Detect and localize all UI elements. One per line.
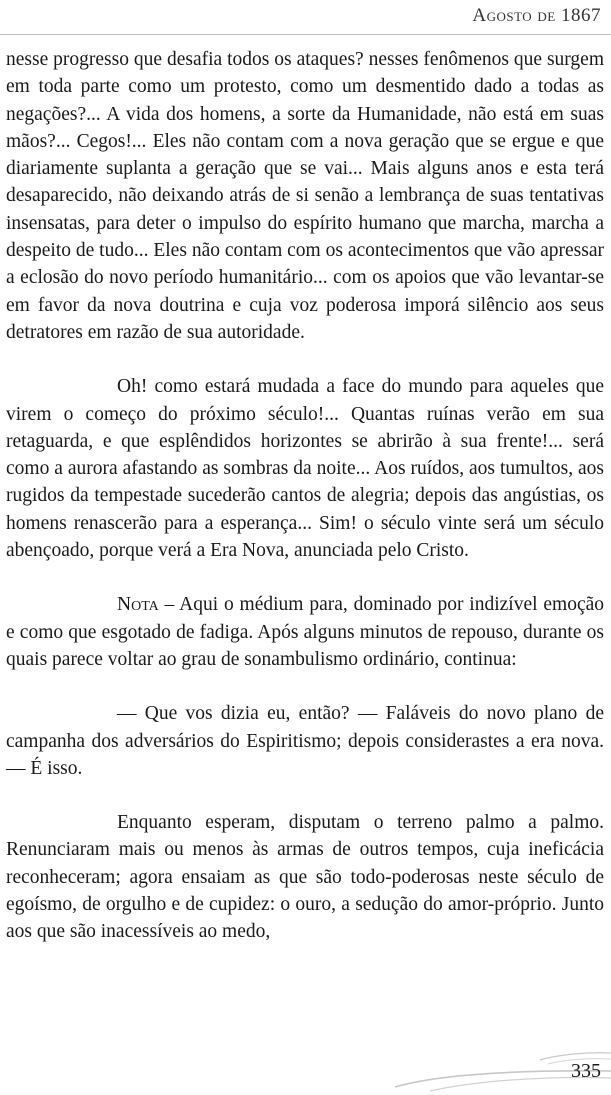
page-footer [0, 1040, 611, 1095]
paragraph-dialogue: — Que vos dizia eu, então? — Faláveis do novo plano de campanha dos adversários do Espiritismo; depois considerastes a era nova. — É isso. [6, 703, 604, 779]
note-label: Nota [117, 594, 159, 616]
running-head: Agosto de 1867 [472, 5, 601, 26]
page-body [6, 46, 604, 973]
paragraph-5: Enquanto esperam, disputam o terreno palmo a palmo. Renunciaram mais ou menos às armas de outros tempos, cuja ineficácia reconheceram; agora ensaiam as que são todo-poderosas neste século de egoísmo, de orgulho e de cupidez: o ouro, a sedução do amor-próprio. Junto aos que são inacessíveis ao medo, [6, 812, 604, 943]
folio-swoosh-ornament [0, 1040, 611, 1095]
header-rule [0, 34, 611, 35]
paragraph-1: nesse progresso que desafia todos os ataques? nesses fenômenos que surgem em toda parte como um protesto, como um desmentido dado a todas as negações?... A vida dos homens, a sorte da Humanidade, não está em suas mãos?... Cegos!... Eles não contam com a nova geração que se ergue e que diariamente suplanta a geração que se vai... Mais alguns anos e esta terá desaparecido, não deixando atrás de si senão a lembrança de suas tentativas insensatas, para deter o impulso do espírito humano que marcha, marcha a despeito de tudo... Eles não contam com os acontecimentos que vão apressar a eclosão do novo período humanitário... com os apoios que vão levantar-se em favor da nova doutrina e cuja voz poderosa imporá silêncio aos seus detratores em razão de sua autoridade. [6, 49, 604, 343]
note-text: – Aqui o médium para, dominado por indizível emoção e como que esgotado de fadiga. Após alguns minutos de repouso, durante os quais parece voltar ao grau de sonambulismo ordinário, continua: [6, 594, 604, 670]
page-number: 335 [571, 1060, 601, 1082]
paragraph-2: Oh! como estará mudada a face do mundo para aqueles que virem o começo do próximo século!... Quantas ruínas verão em sua retaguarda, e que esplêndidos horizontes se abrirão à sua frente!... será como a aurora afastando as sombras da noite... Aos ruídos, aos tumultos, aos rugidos da tempestade sucederão cantos de alegria; depois das angústias, os homens renascerão para a esperança... Sim! o século vinte será um século abençoado, porque verá a Era Nova, anunciada pelo Cristo. [6, 376, 604, 562]
paragraph-note [6, 591, 604, 673]
